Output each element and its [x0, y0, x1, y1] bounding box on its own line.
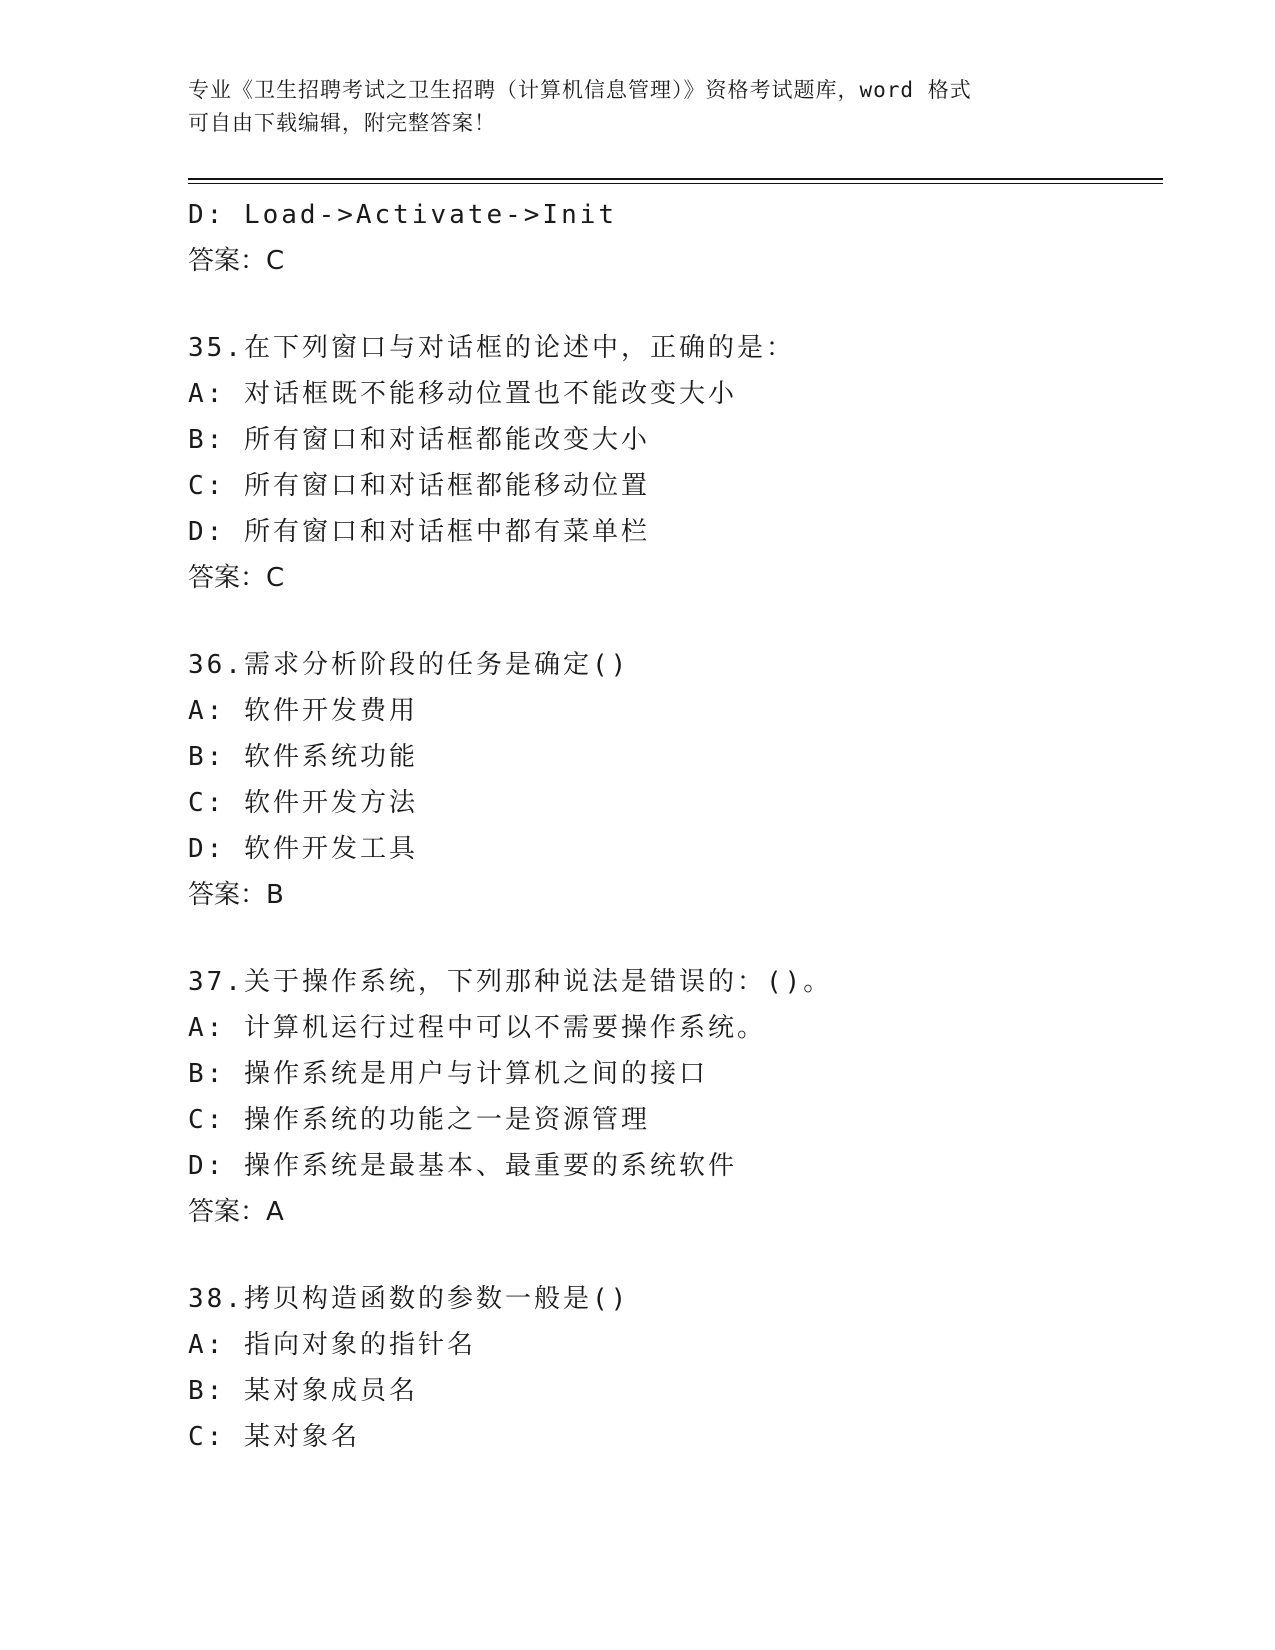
question-35-option-d: D: 所有窗口和对话框中都有菜单栏	[188, 517, 650, 547]
question-35-stem: 35.在下列窗口与对话框的论述中，正确的是：	[188, 333, 795, 363]
question-38-option-a: A: 指向对象的指针名	[188, 1330, 476, 1360]
question-37-answer: 答案：A	[188, 1197, 284, 1227]
question-35-option-a: A: 对话框既不能移动位置也不能改变大小	[188, 379, 737, 409]
question-list	[188, 192, 1148, 1460]
header-line-2: 可自由下载编辑，附完整答案！	[188, 111, 496, 135]
header-line-1: 专业《卫生招聘考试之卫生招聘（计算机信息管理）》资格考试题库，word 格式	[188, 78, 972, 102]
question-38-stem: 38.拷贝构造函数的参数一般是()	[188, 1284, 630, 1314]
question-36-option-b: B: 软件系统功能	[188, 742, 418, 772]
question-34-option-d: D: Load->Activate->Init	[188, 200, 618, 230]
question-37-option-d: D: 操作系统是最基本、最重要的系统软件	[188, 1151, 737, 1181]
question-36-answer: 答案：B	[188, 880, 284, 910]
question-34-answer: 答案：C	[188, 246, 285, 276]
header-rule-thick	[188, 178, 1163, 180]
question-36-stem: 36.需求分析阶段的任务是确定()	[188, 650, 630, 680]
question-35-option-b: B: 所有窗口和对话框都能改变大小	[188, 425, 650, 455]
spacer	[188, 284, 1148, 325]
document-header	[188, 74, 1088, 140]
question-36-option-c: C: 软件开发方法	[188, 788, 418, 818]
question-35-option-c: C: 所有窗口和对话框都能移动位置	[188, 471, 650, 501]
question-37-option-b: B: 操作系统是用户与计算机之间的接口	[188, 1059, 708, 1089]
question-38-option-b: B: 某对象成员名	[188, 1376, 418, 1406]
header-rule-thin	[188, 183, 1163, 184]
spacer	[188, 1235, 1148, 1276]
question-35-answer: 答案：C	[188, 563, 285, 593]
spacer	[188, 601, 1148, 642]
spacer	[188, 918, 1148, 959]
question-38-option-c: C: 某对象名	[188, 1422, 360, 1452]
question-37-stem: 37.关于操作系统，下列那种说法是错误的：()。	[188, 967, 833, 997]
question-36-option-a: A: 软件开发费用	[188, 696, 418, 726]
question-36-option-d: D: 软件开发工具	[188, 834, 418, 864]
question-37-option-a: A: 计算机运行过程中可以不需要操作系统。	[188, 1013, 766, 1043]
question-37-option-c: C: 操作系统的功能之一是资源管理	[188, 1105, 650, 1135]
